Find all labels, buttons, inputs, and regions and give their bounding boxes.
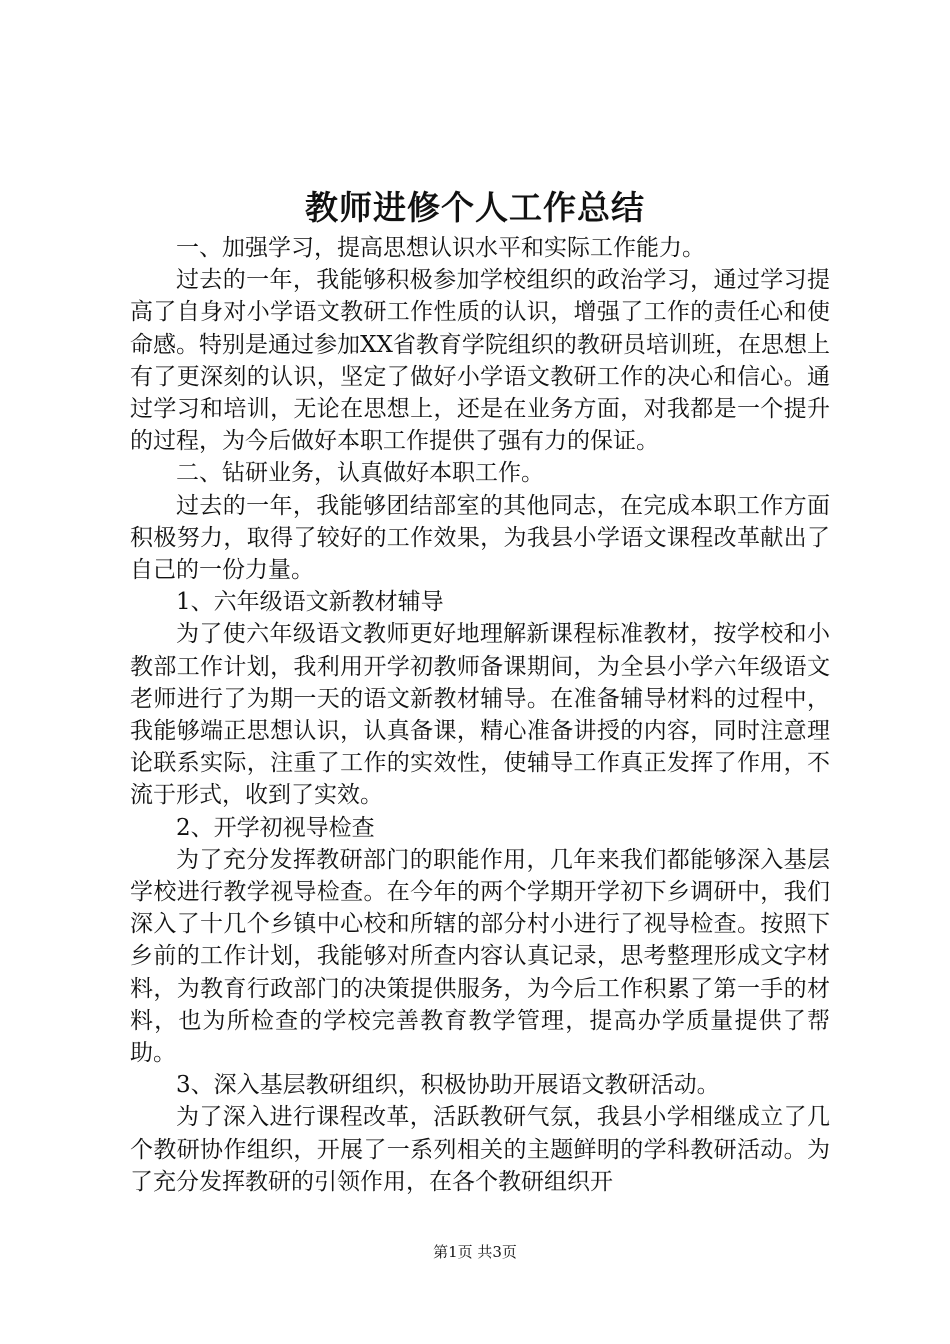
paragraph-9: 3、深入基层教研组织，积极协助开展语文教研活动。 <box>176 1072 720 1099</box>
page-footer: 第1页 共3页 <box>433 1243 517 1261</box>
document-title: 教师进修个人工作总结 <box>305 188 645 227</box>
paragraph-2: 过去的一年，我能够积极参加学校组织的政治学习，通过学习提高了自身对小学语文教研工作性质的认识，增强了工作的责任心和使命感。特别是通过参加XX省教育学院组织的教研员培训班，在思想上有了更深刻的认识，坚定了做好小学语文教研工作的决心和信心。通过学习和培训，无论在思想上，还是在业务方面，对我都是一个提升的过程，为今后做好本职工作提供了强有力的保证。 <box>130 267 830 455</box>
paragraph-8: 为了充分发挥教研部门的职能作用，几年来我们都能够深入基层学校进行教学视导检查。在今年的两个学期开学初下乡调研中，我们深入了十几个乡镇中心校和所辖的部分村小进行了视导检查。按照下乡前的工作计划，我能够对所查内容认真记录，思考整理形成文字材料，为教育行政部门的决策提供服务，为今后工作积累了第一手的材料，也为所检查的学校完善教育教学管理，提高办学质量提供了帮助。 <box>130 846 830 1067</box>
paragraph-7: 2、开学初视导检查 <box>176 814 375 841</box>
paragraph-3: 二、钻研业务，认真做好本职工作。 <box>176 460 544 487</box>
paragraph-4: 过去的一年，我能够团结部室的其他同志，在完成本职工作方面积极努力，取得了较好的工作效果，为我县小学语文课程改革献出了自己的一份力量。 <box>130 492 830 584</box>
paragraph-10: 为了深入进行课程改革，活跃教研气氛，我县小学相继成立了几个教研协作组织，开展了一系列相关的主题鲜明的学科教研活动。为了充分发挥教研的引领作用，在各个教研组织开 <box>130 1104 830 1195</box>
document-body <box>130 232 830 1198</box>
paragraph-1: 一、加强学习，提高思想认识水平和实际工作能力。 <box>176 235 705 261</box>
paragraph-5: 1、六年级语文新教材辅导 <box>176 589 444 616</box>
paragraph-6: 为了使六年级语文教师更好地理解新课程标准教材，按学校和小教部工作计划，我利用开学初教师备课期间，为全县小学六年级语文老师进行了为期一天的语文新教材辅导。在准备辅导材料的过程中，我能够端正思想认识，认真备课，精心准备讲授的内容，同时注意理论联系实际，注重了工作的实效性，使辅导工作真正发挥了作用，不流于形式，收到了实效。 <box>130 621 830 809</box>
